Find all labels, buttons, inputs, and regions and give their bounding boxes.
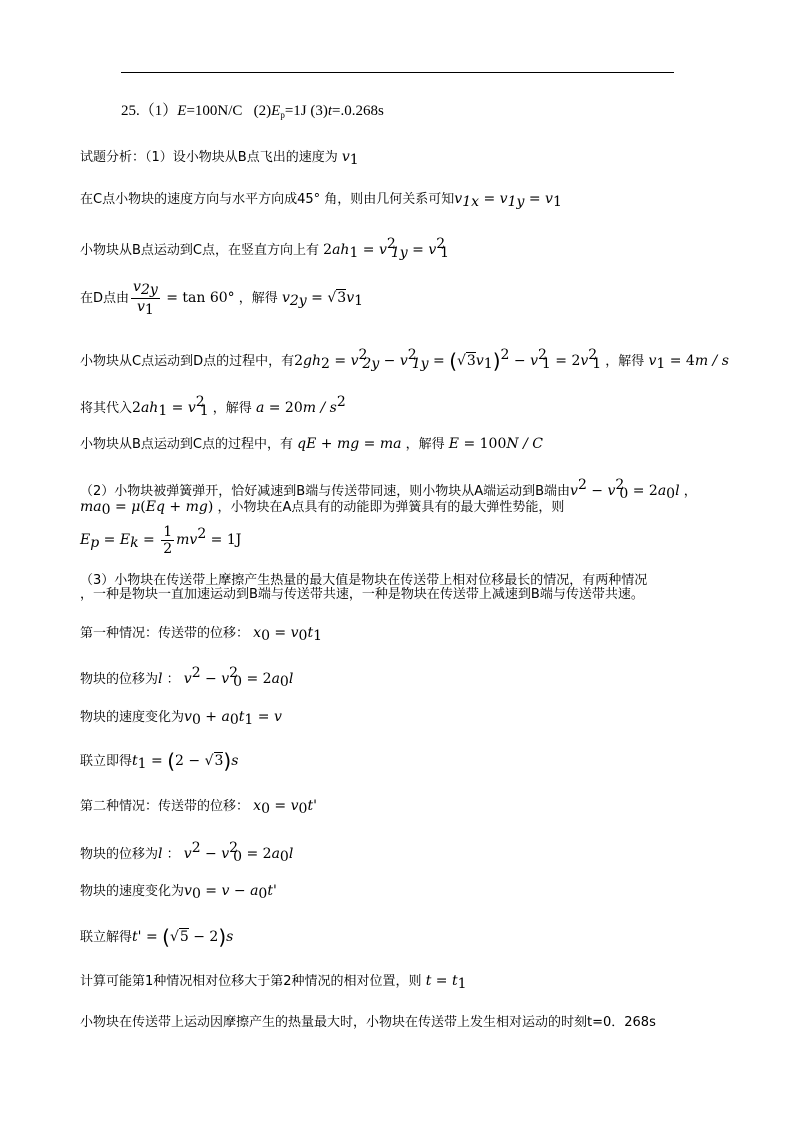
part2-line3: $E_p = E_k$ = $\frac{1}{2}$ $mv^2 = 1J$ (80, 524, 242, 557)
case2-result: 联立解得t' = (√5 − 2)s (80, 925, 234, 949)
case1-block: 物块的位移为l ： $v^2 - v^2_0 = 2a_0l$ (80, 665, 294, 690)
case1-belt: 第一种情况：传送带的位移： $x_0 = v_0t_1$ (80, 625, 323, 644)
part3-line1: （3）小物块在传送带上摩擦产生热量的最大值是物块在传送带上相对位移最长的情况，有两种情况 (80, 573, 648, 588)
case2-belt: 第二种情况：传送带的位移： $x_0 = v_0t'$ (80, 798, 317, 817)
compare-line: 计算可能第1种情况相对位移大于第2种情况的相对位置，则 $t = t_1$ (80, 973, 467, 992)
part3-line2: ，一种是物块一直加速运动到B端与传送带共速，一种是物块在传送带上减速到B端与传送带共速。 (80, 587, 644, 602)
part2-line1: （2）小物块被弹簧弹开，恰好减速到B端与传送带同速，则小物块从A端运动到B端由$v^2 - v^2_0 = 2a_0l$ ， (80, 477, 697, 502)
case2-speed: 物块的速度变化为$v_0 = v - a_0t'$ (80, 883, 277, 902)
top-rule (121, 72, 674, 73)
line-c-to-d: 小物块从C点运动到D点的过程中，有$2gh_2 = v^2_{2y} - v^2_{1y} = (√3v_1)^2 - v^2_1 = 2v^2_1$ ，解得 $v_1 = 4m / s$ (80, 347, 729, 373)
case2-block: 物块的位移为l ： $v^2 - v^2_0 = 2a_0l$ (80, 840, 294, 865)
line-b-to-c: 小物块从B点运动到C点，在竖直方向上有 $2ah_1 = v^2_{1y} = v^2_1$ (80, 236, 450, 261)
line-b-c-force: 小物块从B点运动到C点的过程中，有 qE + mg = ma ，解得 E = 100N / C (80, 436, 543, 452)
answer-line: 25.（1）E=100N/C $(2)E_p=1J$ (3)t=.0.268s (121, 103, 384, 120)
case1-speed: 物块的速度变化为$v_0 + a_0t_1 = v$ (80, 709, 282, 728)
analysis-intro: 试题分析：（1）设小物块从B点飞出的速度为 $v_1$ (80, 149, 359, 168)
case1-result: 联立即得$t_1 = (2 - √3)s$ (80, 749, 239, 773)
line-c-angle: 在C点小物块的速度方向与水平方向成45° 角，则由几何关系可知$v_{1x} = v_{1y} = v_1$ (80, 191, 562, 210)
part2-line2: $ma_0 = \mu(Eq + mg)$ ，小物块在A点具有的动能即为弹簧具有的最大弹性势能，则 (80, 499, 565, 518)
line-d: 在D点由 $\frac{v_{2y}}{v_1}$ = tan 60° ，解得 $v_{2y} = √3v_1$ (80, 279, 364, 318)
final-line: 小物块在传送带上运动因摩擦产生的热量最大时，小物块在传送带上发生相对运动的时刻t=0．268s (80, 1015, 656, 1030)
line-substitute: 将其代入$2ah_1 = v^2_1$ ，解得 $a = 20m / s^2$ (80, 394, 346, 419)
